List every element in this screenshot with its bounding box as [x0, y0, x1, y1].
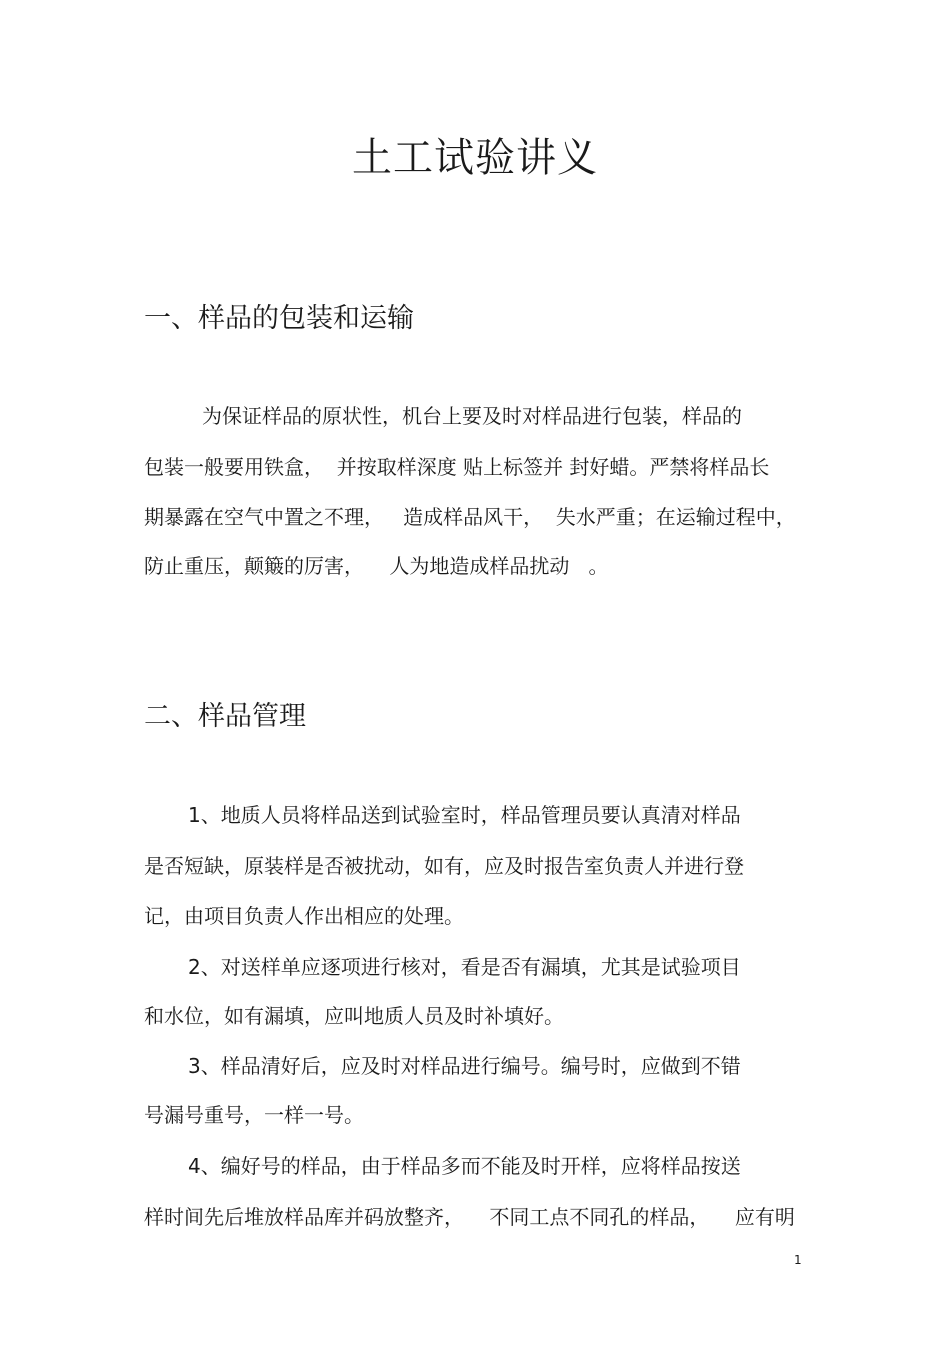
paragraph-line: 1、地质人员将样品送到试验室时，样品管理员要认真清对样品	[188, 803, 741, 827]
paragraph-line: 是否短缺，原装样是否被扰动，如有，应及时报告室负责人并进行登	[144, 854, 744, 878]
paragraph-line: 3、样品清好后，应及时对样品进行编号。编号时，应做到不错	[188, 1054, 741, 1078]
paragraph-line: 样时间先后堆放样品库并码放整齐， 不同工点不同孔的样品， 应有明	[144, 1205, 795, 1229]
page-number: 1	[794, 1253, 802, 1267]
section-heading-packaging: 一、样品的包装和运输	[144, 303, 414, 334]
paragraph-line: 包装一般要用铁盒， 并按取样深度 贴上标签并 封好蜡。严禁将样品长	[144, 455, 770, 479]
paragraph-line: 为保证样品的原状性，机台上要及时对样品进行包装，样品的	[202, 404, 742, 428]
paragraph-line: 4、编好号的样品，由于样品多而不能及时开样，应将样品按送	[188, 1154, 741, 1178]
document-title: 土工试验讲义	[352, 135, 598, 181]
paragraph-line: 防止重压，颠簸的厉害， 人为地造成样品扰动 。	[144, 554, 609, 578]
paragraph-line: 号漏号重号，一样一号。	[144, 1103, 364, 1127]
section-heading-sample-management: 二、样品管理	[144, 701, 306, 732]
paragraph-line: 2、对送样单应逐项进行核对，看是否有漏填，尤其是试验项目	[188, 955, 741, 979]
paragraph-line: 和水位，如有漏填，应叫地质人员及时补填好。	[144, 1004, 564, 1028]
paragraph-line: 记，由项目负责人作出相应的处理。	[144, 904, 464, 928]
paragraph-line: 期暴露在空气中置之不理， 造成样品风干， 失水严重；在运输过程中，	[144, 505, 796, 529]
